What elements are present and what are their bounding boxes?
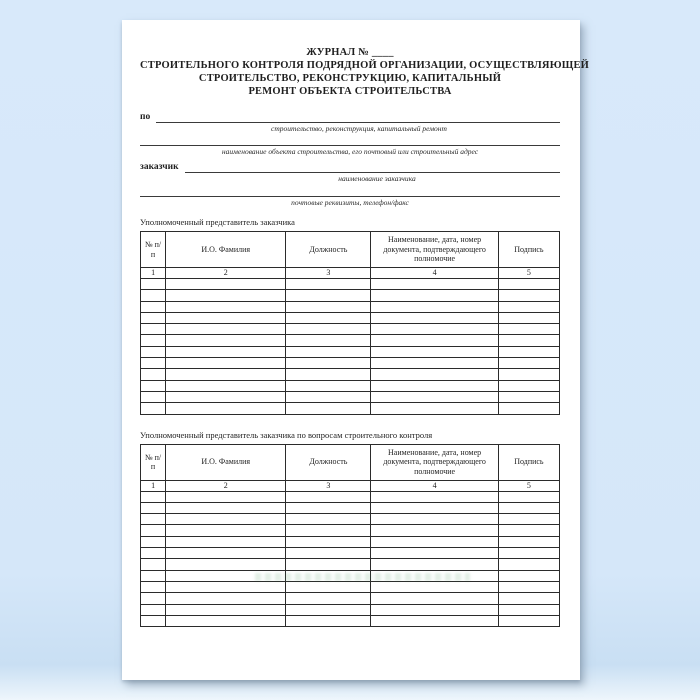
column-number-cell: 4 <box>371 480 498 491</box>
empty-cell <box>498 290 559 301</box>
empty-cell <box>141 335 166 346</box>
empty-cell <box>166 593 286 604</box>
empty-cell <box>286 525 371 536</box>
empty-cell <box>286 593 371 604</box>
journal-title-line: ЖУРНАЛ № ____ <box>306 47 394 58</box>
empty-cell <box>371 380 498 391</box>
empty-cell <box>498 514 559 525</box>
table-row <box>141 559 560 570</box>
empty-cell <box>498 570 559 581</box>
empty-cell <box>498 358 559 369</box>
empty-cell <box>286 536 371 547</box>
empty-cell <box>141 369 166 380</box>
empty-cell <box>286 324 371 335</box>
empty-cell <box>498 581 559 592</box>
empty-cell <box>286 491 371 502</box>
empty-cell <box>141 358 166 369</box>
table-row <box>141 604 560 615</box>
journal-title-line: РЕМОНТ ОБЪЕКТА СТРОИТЕЛЬСТВА <box>248 86 452 97</box>
empty-cell <box>141 301 166 312</box>
table-row <box>141 491 560 502</box>
empty-cell <box>371 491 498 502</box>
empty-cell <box>371 536 498 547</box>
section-heading-customer-representative: Уполномоченный представитель заказчика <box>140 217 295 227</box>
section-heading-construction-control-representative: Уполномоченный представитель заказчика по вопросам строительного контроля <box>140 429 433 440</box>
field-object-caption: наименование объекта строительства, его почтовый или строительный адрес <box>221 147 479 156</box>
column-number-cell: 2 <box>166 480 286 491</box>
table-row <box>141 290 560 301</box>
column-header: № п/п <box>141 444 166 480</box>
field-customer-underline <box>185 160 560 173</box>
column-number-cell: 5 <box>498 268 559 279</box>
empty-cell <box>141 581 166 592</box>
field-po-underline <box>156 110 560 123</box>
empty-cell <box>498 525 559 536</box>
column-header: Должность <box>286 444 371 480</box>
empty-cell <box>141 391 166 402</box>
table-row <box>141 358 560 369</box>
column-number-cell: 3 <box>286 268 371 279</box>
empty-cell <box>498 604 559 615</box>
empty-cell <box>371 312 498 323</box>
empty-cell <box>286 358 371 369</box>
empty-cell <box>141 525 166 536</box>
empty-cell <box>286 391 371 402</box>
empty-cell <box>141 514 166 525</box>
empty-cell <box>286 301 371 312</box>
table-row <box>141 391 560 402</box>
empty-cell <box>498 346 559 357</box>
empty-cell <box>166 391 286 402</box>
empty-cell <box>498 369 559 380</box>
empty-cell <box>498 380 559 391</box>
empty-cell <box>141 570 166 581</box>
table-row <box>141 301 560 312</box>
empty-cell <box>166 525 286 536</box>
empty-cell <box>498 502 559 513</box>
empty-cell <box>166 548 286 559</box>
empty-cell <box>498 615 559 626</box>
table-row <box>141 335 560 346</box>
field-po-label: по <box>140 112 151 122</box>
field-po <box>140 110 560 123</box>
empty-cell <box>286 559 371 570</box>
empty-cell <box>166 346 286 357</box>
empty-cell <box>286 380 371 391</box>
empty-cell <box>371 615 498 626</box>
column-header: № п/п <box>141 232 166 268</box>
empty-cell <box>166 335 286 346</box>
empty-cell <box>286 290 371 301</box>
empty-cell <box>371 324 498 335</box>
field-requisites-caption: почтовые реквизиты, телефон/факс <box>291 198 409 207</box>
empty-cell <box>371 279 498 290</box>
empty-cell <box>498 324 559 335</box>
empty-cell <box>166 491 286 502</box>
construction-control-representative-table <box>140 444 560 628</box>
empty-cell <box>371 570 498 581</box>
empty-cell <box>286 279 371 290</box>
empty-cell <box>286 335 371 346</box>
empty-cell <box>371 514 498 525</box>
empty-cell <box>166 403 286 414</box>
column-number-cell: 3 <box>286 480 371 491</box>
customer-representative-table <box>140 231 560 415</box>
column-header: Наименование, дата, номер документа, подтверждающего полномочие <box>371 232 498 268</box>
empty-cell <box>141 312 166 323</box>
column-header: Должность <box>286 232 371 268</box>
empty-cell <box>371 369 498 380</box>
column-number-cell: 1 <box>141 480 166 491</box>
empty-cell <box>166 301 286 312</box>
empty-cell <box>166 604 286 615</box>
empty-cell <box>371 559 498 570</box>
table-row <box>141 380 560 391</box>
journal-title-line: СТРОИТЕЛЬСТВО, РЕКОНСТРУКЦИЮ, КАПИТАЛЬНЫЙ <box>198 73 502 84</box>
empty-cell <box>286 502 371 513</box>
empty-cell <box>141 290 166 301</box>
empty-cell <box>371 301 498 312</box>
empty-cell <box>286 346 371 357</box>
empty-cell <box>371 604 498 615</box>
empty-cell <box>371 502 498 513</box>
empty-cell <box>498 536 559 547</box>
empty-cell <box>166 358 286 369</box>
column-number-cell: 2 <box>166 268 286 279</box>
empty-cell <box>371 335 498 346</box>
empty-cell <box>498 391 559 402</box>
empty-cell <box>371 290 498 301</box>
journal-title <box>140 46 590 98</box>
column-number-cell: 4 <box>371 268 498 279</box>
empty-cell <box>371 593 498 604</box>
empty-cell <box>141 536 166 547</box>
empty-cell <box>141 548 166 559</box>
empty-cell <box>498 279 559 290</box>
table-row <box>141 369 560 380</box>
empty-cell <box>166 380 286 391</box>
empty-cell <box>141 502 166 513</box>
journal-title-line: СТРОИТЕЛЬНОГО КОНТРОЛЯ ПОДРЯДНОЙ ОРГАНИЗАЦИИ, ОСУЩЕСТВЛЯЮЩЕЙ <box>140 60 590 71</box>
empty-cell <box>141 380 166 391</box>
empty-cell <box>371 391 498 402</box>
empty-cell <box>166 570 286 581</box>
field-object-underline <box>140 139 560 146</box>
empty-cell <box>166 279 286 290</box>
table-row <box>141 525 560 536</box>
field-customer <box>140 160 560 173</box>
table-row <box>141 581 560 592</box>
empty-cell <box>166 324 286 335</box>
empty-cell <box>166 312 286 323</box>
empty-cell <box>141 593 166 604</box>
empty-cell <box>371 525 498 536</box>
empty-cell <box>141 324 166 335</box>
empty-cell <box>141 615 166 626</box>
table-row <box>141 502 560 513</box>
empty-cell <box>141 346 166 357</box>
column-header: Подпись <box>498 232 559 268</box>
empty-cell <box>498 301 559 312</box>
table-row <box>141 312 560 323</box>
empty-cell <box>286 312 371 323</box>
empty-cell <box>166 290 286 301</box>
column-number-cell: 5 <box>498 480 559 491</box>
field-requisites-underline <box>140 190 560 197</box>
table-row <box>141 324 560 335</box>
field-customer-caption: наименование заказчика <box>338 174 416 183</box>
empty-cell <box>286 403 371 414</box>
empty-cell <box>498 559 559 570</box>
empty-cell <box>371 346 498 357</box>
empty-cell <box>286 570 371 581</box>
empty-cell <box>141 279 166 290</box>
empty-cell <box>166 514 286 525</box>
empty-cell <box>498 491 559 502</box>
empty-cell <box>286 615 371 626</box>
empty-cell <box>286 514 371 525</box>
table-row <box>141 403 560 414</box>
empty-cell <box>498 593 559 604</box>
empty-cell <box>166 502 286 513</box>
column-number-cell: 1 <box>141 268 166 279</box>
empty-cell <box>166 369 286 380</box>
empty-cell <box>166 615 286 626</box>
empty-cell <box>141 604 166 615</box>
table-row <box>141 570 560 581</box>
empty-cell <box>286 604 371 615</box>
table-row <box>141 514 560 525</box>
empty-cell <box>371 403 498 414</box>
empty-cell <box>286 369 371 380</box>
table-row <box>141 548 560 559</box>
empty-cell <box>141 559 166 570</box>
table-row <box>141 279 560 290</box>
empty-cell <box>371 358 498 369</box>
column-header: Наименование, дата, номер документа, подтверждающего полномочие <box>371 444 498 480</box>
column-header: И.О. Фамилия <box>166 444 286 480</box>
empty-cell <box>498 312 559 323</box>
empty-cell <box>498 548 559 559</box>
empty-cell <box>286 581 371 592</box>
field-customer-label: заказчик <box>140 162 179 172</box>
column-header: Подпись <box>498 444 559 480</box>
empty-cell <box>166 536 286 547</box>
table-row <box>141 536 560 547</box>
table-row <box>141 615 560 626</box>
empty-cell <box>371 581 498 592</box>
empty-cell <box>498 403 559 414</box>
empty-cell <box>166 581 286 592</box>
empty-cell <box>141 491 166 502</box>
empty-cell <box>166 559 286 570</box>
table-row <box>141 593 560 604</box>
table-row <box>141 346 560 357</box>
empty-cell <box>141 403 166 414</box>
empty-cell <box>286 548 371 559</box>
empty-cell <box>371 548 498 559</box>
empty-cell <box>498 335 559 346</box>
field-po-caption: строительство, реконструкция, капитальный ремонт <box>271 124 447 133</box>
document-page <box>122 20 590 680</box>
column-header: И.О. Фамилия <box>166 232 286 268</box>
